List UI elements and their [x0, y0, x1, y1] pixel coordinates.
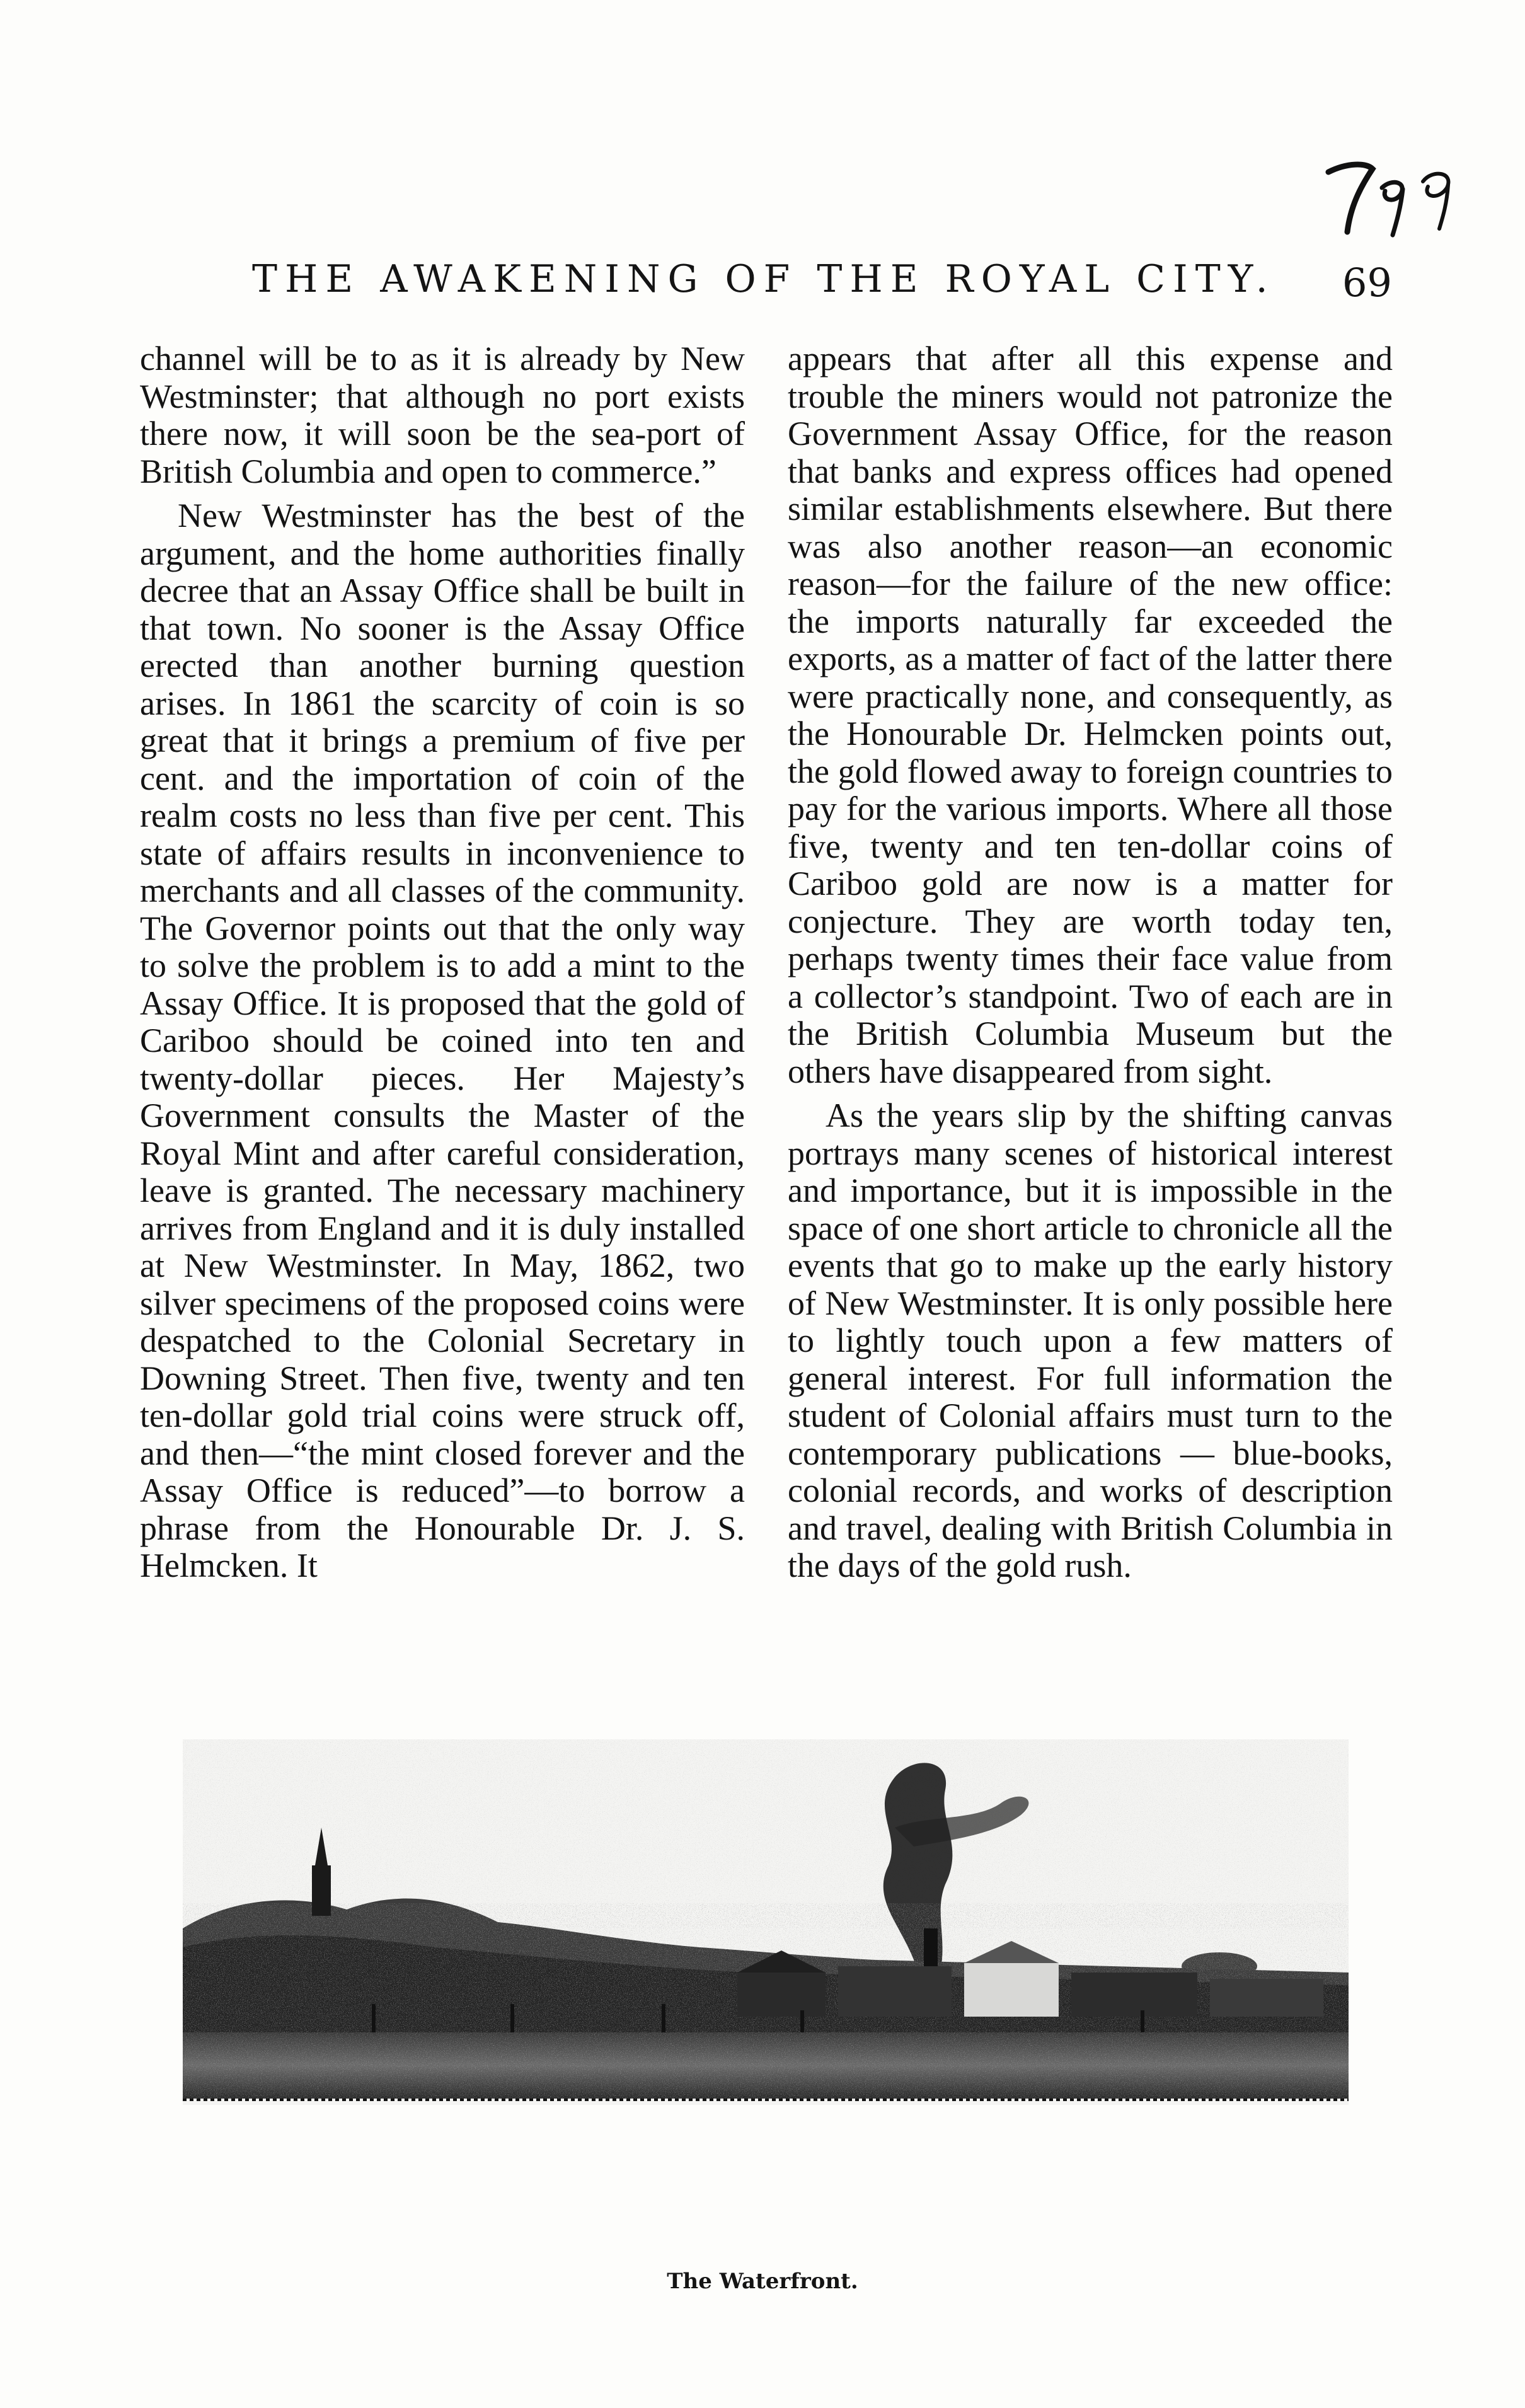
paragraph: New Westminster has the best of the argument, and the home authorities finally decree that an Assay Office shall be built in that town. No sooner is the Assay Office erected than another burning question arises. In 1861 the scarcity of coin is so great that it brings a premium of five per cent. and the importation of coin of the realm costs no less than five per cent. This state of affairs results in inconvenience to merchants and all classes of the community. The Governor points out that the only way to solve the problem is to add a mint to the Assay Office. It is proposed that the gold of Cariboo should be coined into ten and twenty-dollar pieces. Her Majesty’s Government consults the Master of the Royal Mint and after careful consideration, leave is granted. The necessary machinery arrives from England and it is duly installed at New Westminster. In May, 1862, two silver specimens of the proposed coins were despatched to the Colonial Secretary in Downing Street. Then five, twenty and ten ten-dollar gold trial coins were struck off, and then—“the mint closed forever and the Assay Office is reduced”—to borrow a phrase from the Honourable Dr. J. S. Helmcken. It: [140, 497, 745, 1584]
left-column: [140, 340, 745, 1683]
paragraph: As the years slip by the shifting canvas portrays many scenes of historical interest and importance, but it is impossible in the space of one short article to chronicle all the events that go to make up the early history of New Westminster. It is only possible here to lightly touch upon a few matters of general interest. For full information the student of Colonial affairs must turn to the contemporary publications — blue-books, colonial records, and works of description and travel, dealing with British Columbia in the days of the gold rush.: [788, 1097, 1393, 1584]
paragraph: appears that after all this expense and trouble the miners would not patronize the Government Assay Office, for the reason that banks and express offices had opened similar establishments elsewhere. But there was also another reason—an economic reason—for the failure of the new office: the imports naturally far exceeded the exports, as a matter of fact of the latter there were practically none, and consequently, as the Honourable Dr. Helmcken points out, the gold flowed away to foreign countries to pay for the various imports. Where all those five, twenty and ten ten-dollar coins of Cariboo gold are now is a matter for conjecture. They are worth today ten, perhaps twenty times their face value from a collector’s standpoint. Two of each are in the British Columbia Museum but the others have disappeared from sight.: [788, 340, 1393, 1090]
running-head: THE AWAKENING OF THE ROYAL CITY.: [252, 257, 1275, 301]
waterfront-photo: [183, 1739, 1349, 2105]
paragraph: channel will be to as it is already by New Westminster; that although no port exists there now, it will soon be the sea-port of British Columbia and open to commerce.”: [140, 340, 745, 490]
handwritten-page-mark: [1322, 144, 1473, 238]
right-column: [788, 340, 1393, 1683]
figure-caption: The Waterfront.: [667, 2269, 858, 2294]
page-number: 69: [1342, 260, 1392, 306]
